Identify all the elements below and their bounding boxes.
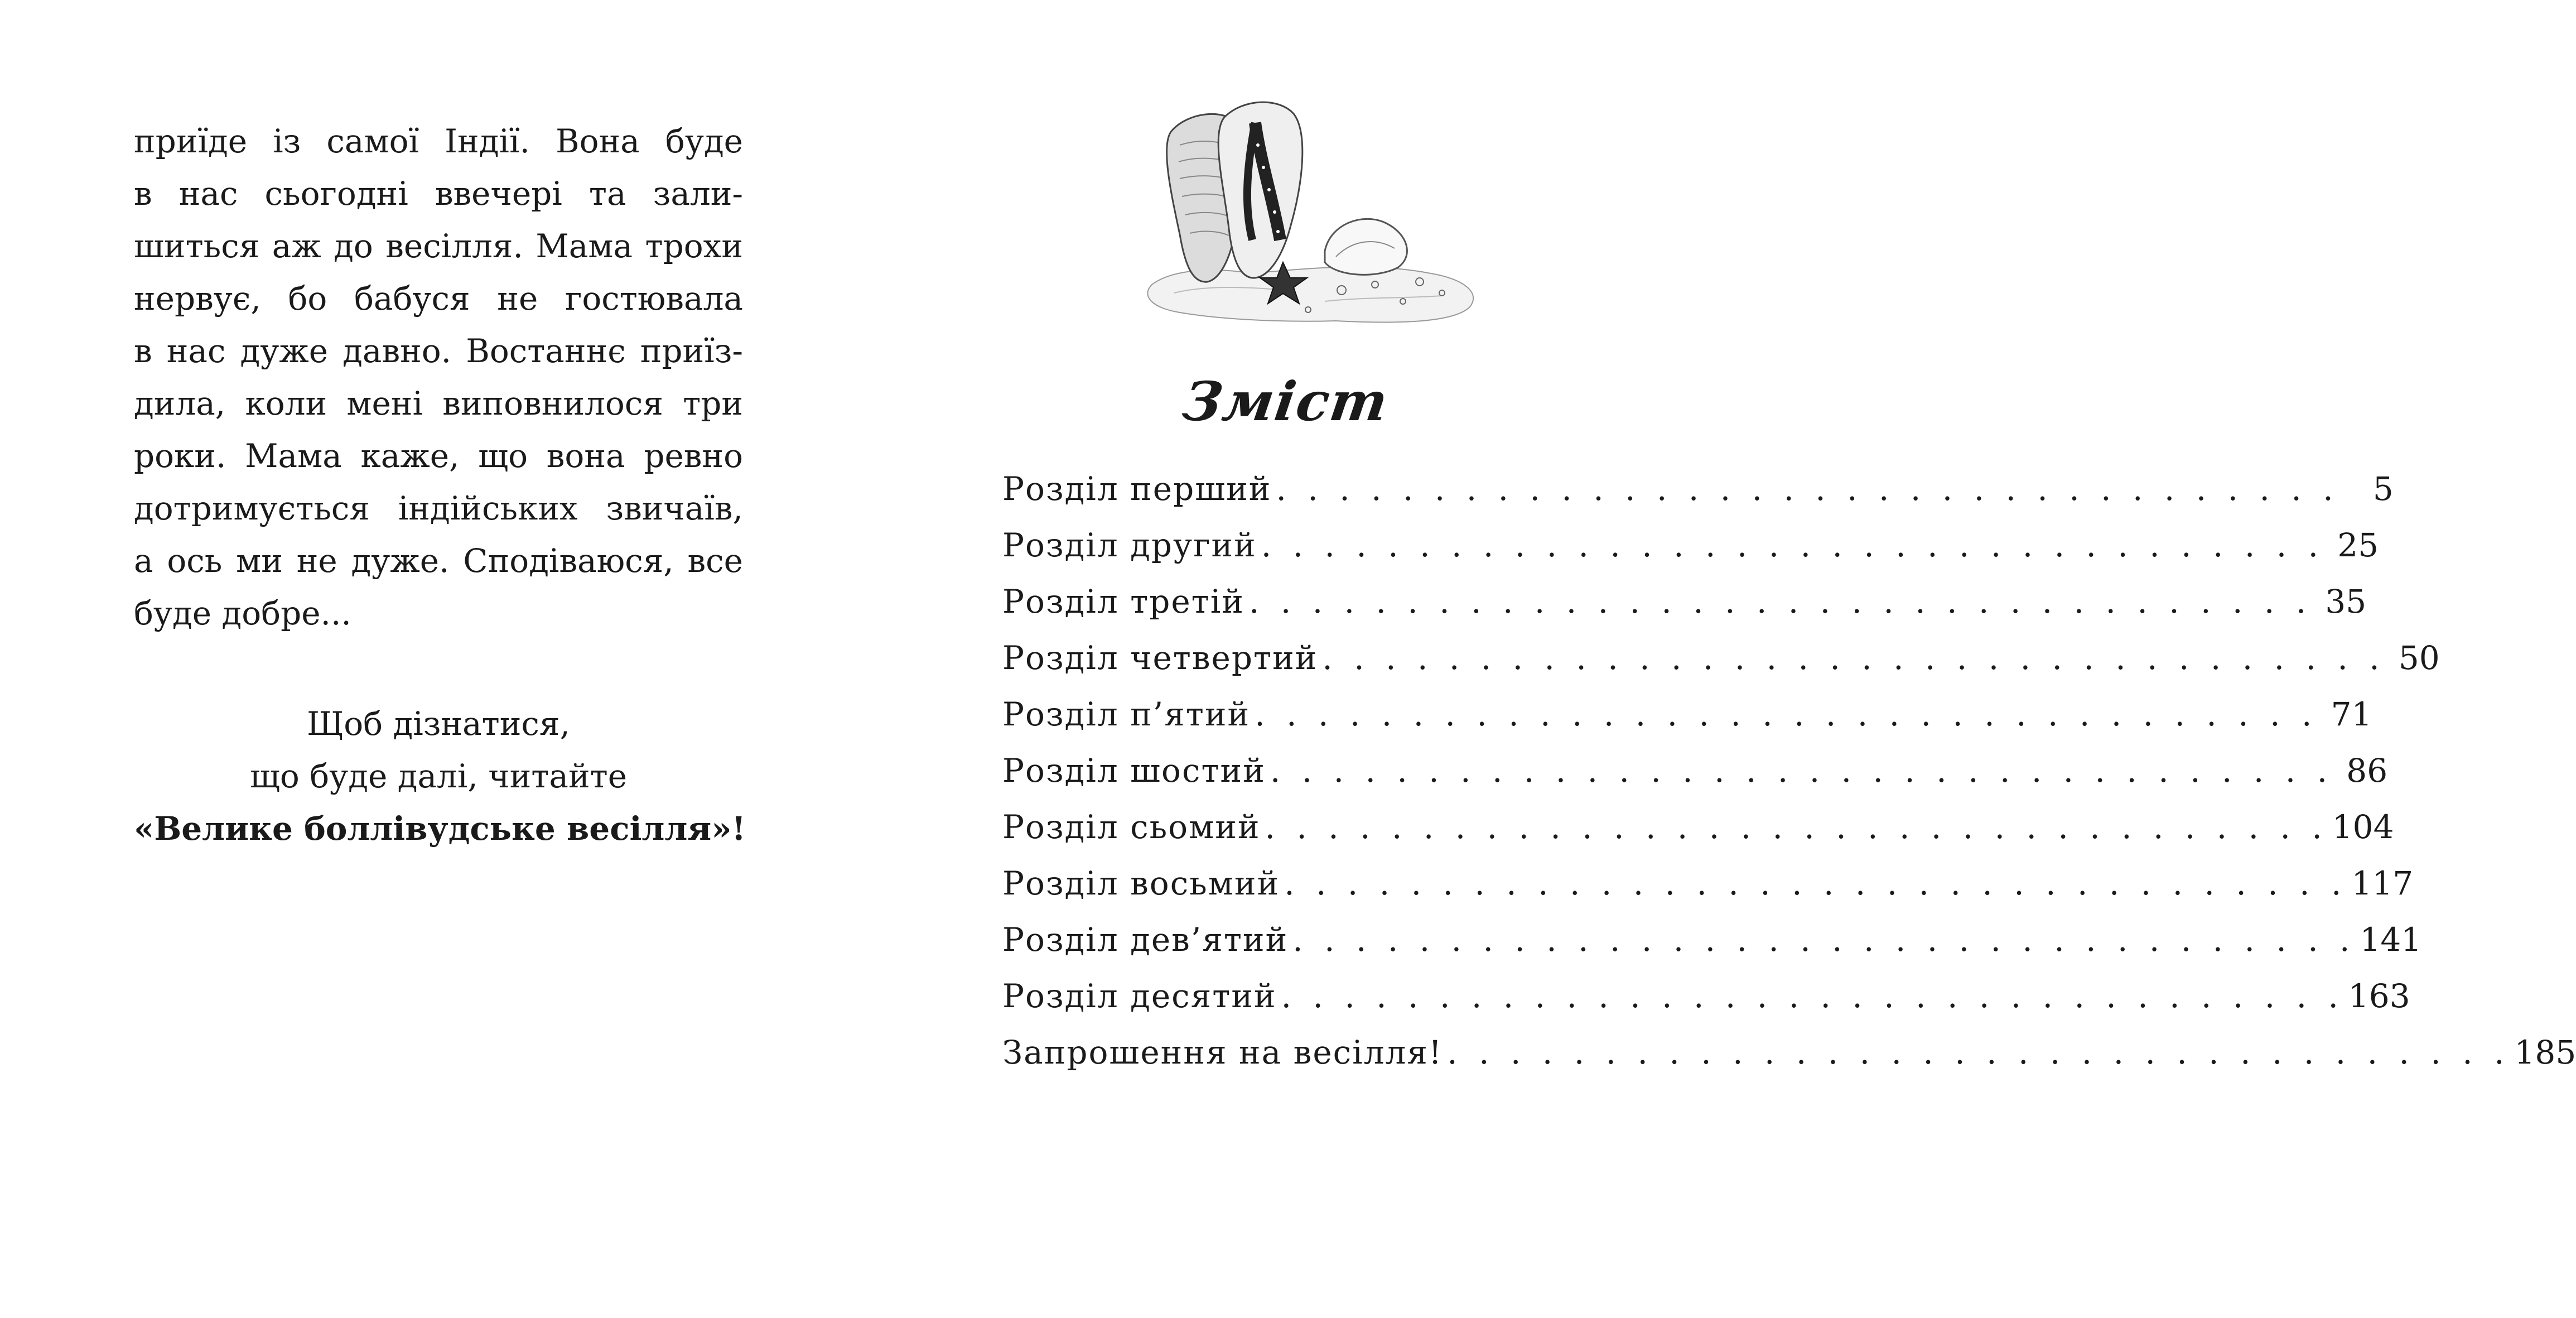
flip-flops-illustration [1141,100,1487,346]
toc-entry-label: Розділ сьомий [1002,808,1261,846]
paragraph-line: дотримується індійських звичаїв, [134,489,743,527]
toc-entry-page: 117 [2351,864,2414,902]
paragraph-line: а ось ми не дуже. Сподіваюся, все [134,542,743,580]
right-page [856,0,2576,1318]
paragraph-line: дила, коли мені виповнилося три [134,384,743,422]
toc-entry[interactable] [1002,968,2410,1024]
table-of-contents [1002,461,2576,1081]
paragraph-line: буде добре... [134,594,351,632]
toc-entry-page: 71 [2331,695,2372,733]
toc-entry-label: Розділ четвертий [1002,639,1318,677]
toc-title: Зміст [1179,370,1393,433]
toc-entry-label: Розділ другий [1002,526,1257,564]
next-book-title: «Велике боллівудське весілля»! [134,810,746,848]
toc-entry-label: Розділ восьмий [1002,864,1280,902]
toc-entry[interactable] [1002,574,2367,630]
toc-entry-label: Розділ шостий [1002,752,1266,790]
toc-leader-dots: . . . . . . . . . . . . . . . . . . . . . . . . . . . . . . . . . . [1270,752,2333,790]
toc-leader-dots: . . . . . . . . . . . . . . . . . . . . . . . . . . . . . . . . . . [1447,1033,2510,1071]
toc-leader-dots: . . . . . . . . . . . . . . . . . . . . . . . . . . . . . . . . . . [1265,808,2328,846]
toc-entry[interactable] [1002,912,2422,968]
toc-entry-page: 5 [2372,470,2394,508]
toc-leader-dots: . . . . . . . . . . . . . . . . . . . . . . . . . . . . . . . . . . [1276,470,2339,508]
toc-entry[interactable] [1002,686,2372,743]
toc-entry-page: 185 [2514,1033,2576,1071]
toc-leader-dots: . . . . . . . . . . . . . . . . . . . . . . . . . . . . . . . . . . [1292,921,2356,959]
toc-entry[interactable] [1002,743,2388,799]
toc-leader-dots: . . . . . . . . . . . . . . . . . . . . . . . . . . . . . . . . . . [1255,695,2318,733]
toc-entry-page: 35 [2325,583,2367,620]
toc-leader-dots: . . . . . . . . . . . . . . . . . . . . . . . . . . . . . . . . . . [1322,639,2385,677]
left-page [0,0,856,1318]
toc-entry[interactable] [1002,517,2379,574]
toc-entry-page: 104 [2332,808,2394,846]
toc-entry-label: Розділ перший [1002,470,1272,508]
toc-entry-label: Розділ третій [1002,583,1244,620]
toc-entry-page: 25 [2337,526,2379,564]
toc-entry-label: Розділ п’ятий [1002,695,1251,733]
toc-leader-dots: . . . . . . . . . . . . . . . . . . . . . . . . . . . . . . . . . . [1284,864,2347,902]
toc-entry[interactable] [1002,461,2394,517]
toc-entry-page: 141 [2360,921,2422,959]
closing-line: Щоб дізнатися, [307,705,570,743]
toc-entry[interactable] [1002,1024,2576,1081]
closing-note [134,698,746,855]
paragraph-line: роки. Мама каже, що вона ревно [134,437,743,475]
toc-leader-dots: . . . . . . . . . . . . . . . . . . . . . . . . . . . . . . . . . . [1248,583,2312,620]
paragraph-line: шиться аж до весілля. Мама трохи [134,227,743,265]
toc-entry-label: Розділ десятий [1002,977,1277,1015]
toc-entry-page: 50 [2398,639,2440,677]
toc-entry[interactable] [1002,630,2440,686]
toc-entry-label: Розділ дев’ятий [1002,921,1289,959]
toc-entry[interactable] [1002,855,2414,912]
closing-line: що буде далі, читайте [249,757,628,795]
paragraph-line: приїде із самої Індії. Вона буде [134,122,743,160]
toc-entry-page: 163 [2348,977,2410,1015]
toc-entry-page: 86 [2346,752,2388,790]
story-paragraph [134,115,743,639]
toc-entry-label: Запрошення на весілля! [1002,1033,1443,1071]
toc-leader-dots: . . . . . . . . . . . . . . . . . . . . . . . . . . . . . . . . . . [1281,977,2344,1015]
paragraph-line: в нас дуже давно. Востаннє приїз- [134,332,743,370]
paragraph-line: в нас сьогодні ввечері та зали- [134,175,743,213]
toc-entry[interactable] [1002,799,2394,855]
toc-leader-dots: . . . . . . . . . . . . . . . . . . . . . . . . . . . . . . . . . . [1261,526,2324,564]
paragraph-line: нервує, бо бабуся не гостювала [134,280,743,318]
